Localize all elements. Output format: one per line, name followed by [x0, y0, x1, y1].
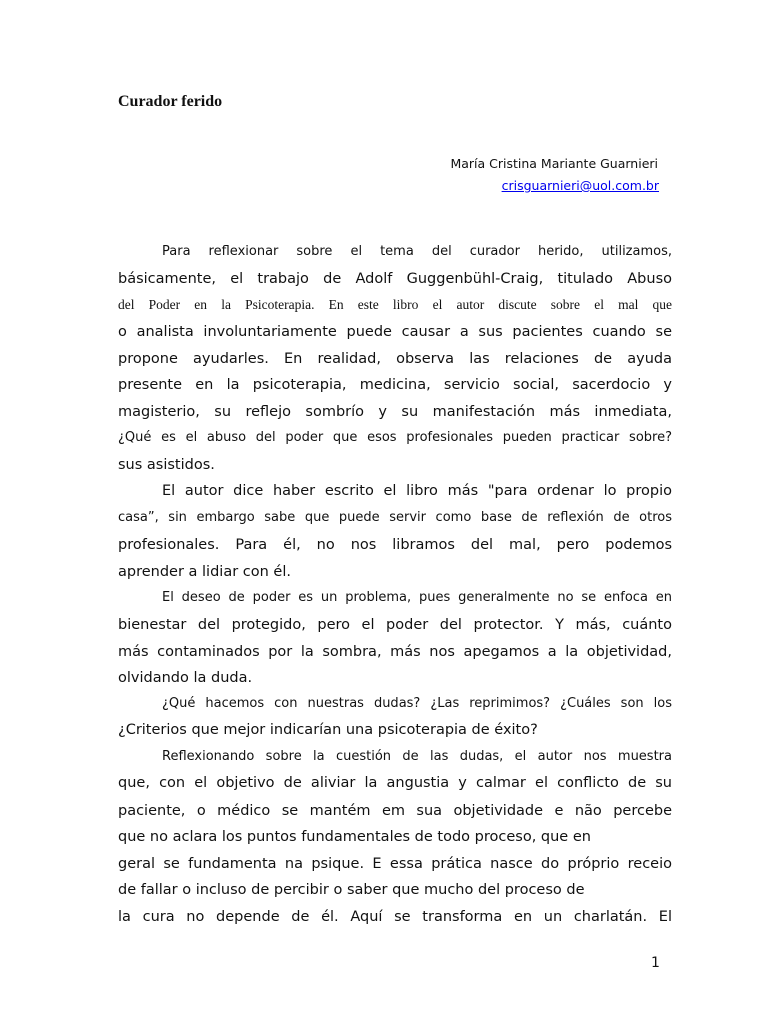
body-line-3: del Poder en la Psicoterapia. En este libro el autor discute sobre el mal que: [118, 297, 672, 312]
body-line-6: presente en la psicoterapia, medicina, servicio social, sacerdocio y: [118, 377, 672, 393]
body-line-4: o analista involuntariamente puede causar a sus pacientes cuando se: [118, 324, 672, 340]
body-line-26: la cura no depende de él. Aquí se transforma en un charlatán. El: [118, 909, 672, 925]
body-line-12: profesionales. Para él, no nos libramos del mal, pero podemos: [118, 537, 672, 553]
body-line-23: que no aclara los puntos fundamentales de todo proceso, que en: [118, 829, 591, 845]
body-line-19: ¿Criterios que mejor indicarían una psicoterapia de éxito?: [118, 722, 538, 738]
body-line-21: que, con el objetivo de aliviar la angustia y calmar el conflicto de su: [118, 775, 672, 791]
body-line-22: paciente, o médico se mantém em sua objetividade e não percebe: [118, 803, 672, 819]
body-line-8: ¿Qué es el abuso del poder que esos profesionales pueden practicar sobre?: [118, 430, 672, 445]
body-line-24: geral se fundamenta na psique. E essa prática nasce do próprio receio: [118, 856, 672, 872]
author-name: María Cristina Mariante Guarnieri: [450, 156, 658, 171]
body-line-20: Reflexionando sobre la cuestión de las dudas, el autor nos muestra: [162, 749, 672, 764]
body-line-7: magisterio, su reflejo sombrío y su manifestación más inmediata,: [118, 404, 672, 420]
body-line-2: básicamente, el trabajo de Adolf Guggenbühl-Craig, titulado Abuso: [118, 271, 672, 287]
body-line-17: olvidando la duda.: [118, 670, 253, 686]
body-line-14: El deseo de poder es un problema, pues generalmente no se enfoca en: [162, 590, 672, 605]
body-line-15: bienestar del protegido, pero el poder del protector. Y más, cuánto: [118, 617, 672, 633]
body-line-5: propone ayudarles. En realidad, observa las relaciones de ayuda: [118, 351, 672, 367]
author-email-link[interactable]: crisguarnieri@uol.com.br: [501, 178, 659, 193]
body-line-10: El autor dice haber escrito el libro más "para ordenar lo propio: [162, 483, 672, 499]
body-line-18: ¿Qué hacemos con nuestras dudas? ¿Las reprimimos? ¿Cuáles son los: [162, 696, 672, 711]
body-line-25: de fallar o incluso de percibir o saber que mucho del proceso de: [118, 882, 585, 898]
document-title: Curador ferido: [118, 93, 223, 110]
body-line-13: aprender a lidiar con él.: [118, 564, 291, 580]
body-line-9: sus asistidos.: [118, 457, 215, 473]
body-line-16: más contaminados por la sombra, más nos apegamos a la objetividad,: [118, 644, 672, 660]
body-line-1: Para reflexionar sobre el tema del curador herido, utilizamos,: [162, 244, 672, 259]
page-number: 1: [651, 955, 660, 971]
body-line-11: casa”, sin embargo sabe que puede servir como base de reflexión de otros: [118, 510, 672, 525]
